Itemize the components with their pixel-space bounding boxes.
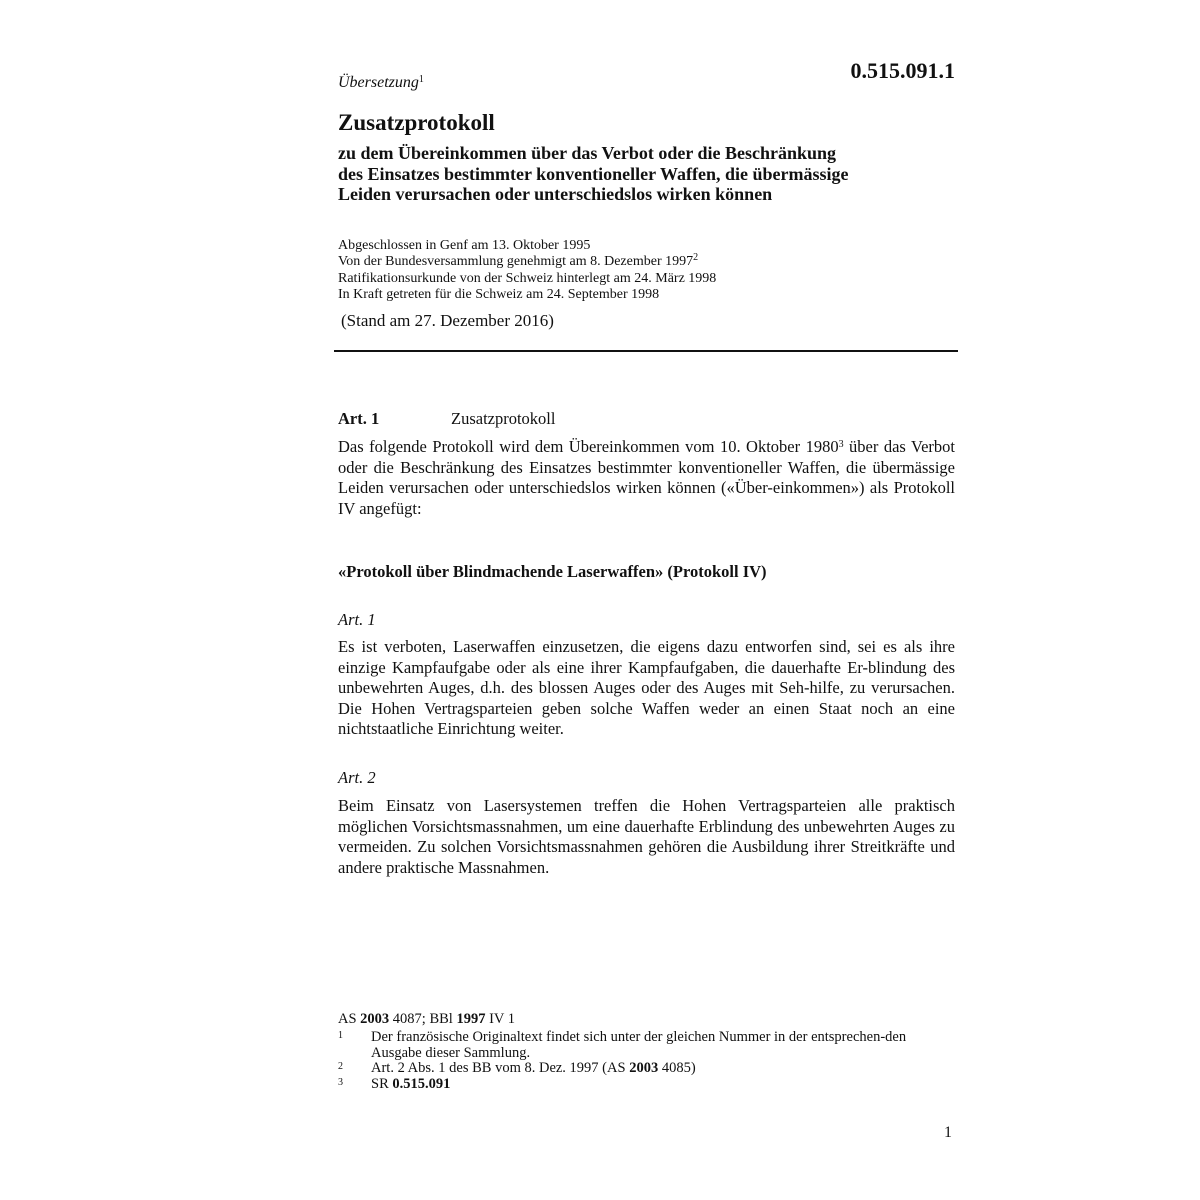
footnote-mark: 1 xyxy=(338,1030,343,1041)
footnote-mark: 3 xyxy=(338,1077,343,1089)
protocol-art-1-label: Art. 1 xyxy=(338,610,376,629)
footnote-text: Art. 2 Abs. 1 des BB vom 8. Dez. 1997 (AS 2003 4085) xyxy=(371,1060,696,1077)
enactment-metadata xyxy=(338,238,716,303)
footnote-ref-3[interactable]: 3 xyxy=(838,439,844,450)
translation-note xyxy=(338,74,424,92)
translation-label: Übersetzung xyxy=(338,74,419,91)
protocol-art-2-label: Art. 2 xyxy=(338,768,376,787)
protocol-heading: «Protokoll über Blindmachende Laserwaffen» (Protokoll IV) xyxy=(338,562,767,581)
concluded-date: Abgeschlossen in Genf am 13. Oktober 1995 xyxy=(338,238,591,253)
status-date: (Stand am 27. Dezember 2016) xyxy=(341,311,554,330)
header-divider xyxy=(334,350,958,352)
subtitle-line: zu dem Übereinkommen über das Verbot oder die Beschränkung xyxy=(338,143,837,163)
protocol-art-1-text: Es ist verboten, Laserwaffen einzusetzen, die eigens dazu entworfen sind, sei es als ihre einzige Kampfaufgabe oder als eine ihrer Kampfaufgaben, die dauerhafte Er-blindung des unbewehrten Auges, d.h. des blossen Auges oder des Auges mit Seh-hilfe, zu verursachen. Die Hohen Vertragsparteien geben solche Waffen weder an einen Staat noch an eine nichtstaatliche Einrichtung weiter. xyxy=(338,637,955,738)
in-force-date: In Kraft getreten für die Schweiz am 24. September 1998 xyxy=(338,286,660,302)
sr-number: 0.515.091.1 xyxy=(850,58,955,83)
approved-date: Von der Bundesversammlung genehmigt am 8. Dezember 1997$^2$ xyxy=(338,252,699,270)
footnote-text: SR 0.515.091 xyxy=(371,1076,451,1093)
footnote-ref-1[interactable]: 1 xyxy=(418,74,424,85)
protocol-art-2-text: Beim Einsatz von Lasersystemen treffen die Hohen Vertragsparteien alle praktisch möglichen Vorsichtsmassnahmen, um eine dauerhafte Erblindung des unbewehrten Auges zu vermeiden. Zu solchen Vorsichtsmassnahmen gehören die Ausbildung ihrer Streitkräfte und andere praktische Massnahmen. xyxy=(338,796,955,877)
article-1-text: Das folgende Protokoll wird dem Übereinkommen vom 10. Oktober 1980$^3$ über das Verbot oder die Beschränkung des Einsatzes bestimmter konventioneller Waffen, die übermässige Leiden verursachen oder unterschiedslos wirken können («Über-einkommen») als Protokoll IV angefügt: xyxy=(338,437,956,518)
footnote-1 xyxy=(338,1030,950,1061)
article-1-heading xyxy=(338,409,555,429)
publication-reference: AS 2003 4087; BBl 1997 IV 1 xyxy=(338,1011,515,1027)
footnote-text: Der französische Originaltext findet sich unter der gleichen Nummer in der entsprechen-den Ausgabe dieser Sammlung. xyxy=(371,1029,907,1061)
footnote-ref-2[interactable]: 2 xyxy=(693,252,699,264)
article-number: Art. 1 xyxy=(338,409,380,428)
footnote-2 xyxy=(338,1061,950,1077)
document-title: Zusatzprotokoll xyxy=(338,110,495,135)
subtitle-line: des Einsatzes bestimmter konventioneller Waffen, die übermässige xyxy=(338,163,849,184)
page-number: 1 xyxy=(944,1124,952,1141)
footnotes xyxy=(338,1030,950,1093)
ratification-date: Ratifikationsurkunde von der Schweiz hinterlegt am 24. März 1998 xyxy=(338,270,717,286)
footnote-3 xyxy=(338,1077,950,1093)
document-subtitle xyxy=(338,143,958,205)
article-title: Zusatzprotokoll xyxy=(451,409,556,428)
subtitle-line: Leiden verursachen oder unterschiedslos wirken können xyxy=(338,184,773,204)
footnote-mark: 2 xyxy=(338,1061,343,1073)
